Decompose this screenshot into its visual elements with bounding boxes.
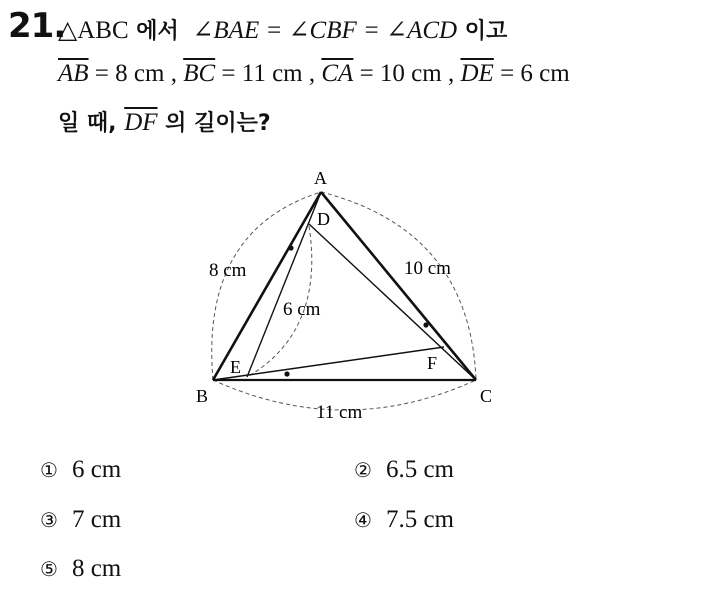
choice-5[interactable] <box>40 555 121 583</box>
segment-bc: $\overline{BC}$ <box>183 60 216 87</box>
ca-value: = 10 cm , <box>353 60 461 87</box>
segment-df: $\overline{DF}$ <box>124 109 158 136</box>
choice-number: ① <box>40 458 58 482</box>
question-number: 21. <box>8 6 66 46</box>
ab-value: = 8 cm , <box>88 60 184 87</box>
side-ab <box>213 192 321 380</box>
igo-text: 이고 <box>457 19 508 44</box>
point-a-label: A <box>314 168 327 188</box>
segment-bf <box>213 347 444 380</box>
de-length-label: 6 cm <box>283 299 321 320</box>
angle-condition: ∠BAE = ∠CBF = ∠ACD <box>192 17 458 44</box>
de-value: = 6 cm <box>493 60 570 87</box>
choice-number: ③ <box>40 508 58 532</box>
point-e-label: E <box>230 357 241 377</box>
bc-value: = 11 cm , <box>215 60 322 87</box>
choice-text: 6 cm <box>71 456 122 483</box>
choice-2[interactable] <box>354 456 454 484</box>
segment-de: $\overline{DE}$ <box>460 60 494 87</box>
choice-3[interactable] <box>40 506 121 534</box>
point-b-label: B <box>196 386 209 406</box>
choice-4[interactable] <box>354 506 454 534</box>
choice-text: 7.5 cm <box>385 506 454 533</box>
segment-ca: $\overline{CA}$ <box>321 60 354 87</box>
bc-length-label: 11 cm <box>316 402 363 423</box>
choice-number: ④ <box>354 508 372 532</box>
length-question-text: 의 길이는? <box>157 111 271 136</box>
eseo-text: 에서 <box>128 19 187 44</box>
side-ac <box>321 192 476 380</box>
choice-number: ② <box>354 458 372 482</box>
choice-text: 6.5 cm <box>385 456 454 483</box>
choice-text: 8 cm <box>71 555 122 582</box>
point-c-label: C <box>480 386 493 406</box>
segment-ab: $\overline{AB}$ <box>58 60 89 87</box>
segment-cd <box>309 224 476 380</box>
when-text: 일 때, <box>58 111 125 136</box>
angle-mark-a <box>288 245 293 250</box>
choice-1[interactable] <box>40 456 121 484</box>
triangle-abc: △ABC <box>58 17 129 44</box>
ab-length-label: 8 cm <box>209 260 247 281</box>
angle-mark-c <box>423 322 428 327</box>
point-f-label: F <box>427 353 438 373</box>
choice-text: 7 cm <box>71 506 122 533</box>
choice-number: ⑤ <box>40 557 58 581</box>
ca-length-label: 10 cm <box>404 258 451 279</box>
angle-mark-b <box>284 371 289 376</box>
point-d-label: D <box>317 209 330 229</box>
